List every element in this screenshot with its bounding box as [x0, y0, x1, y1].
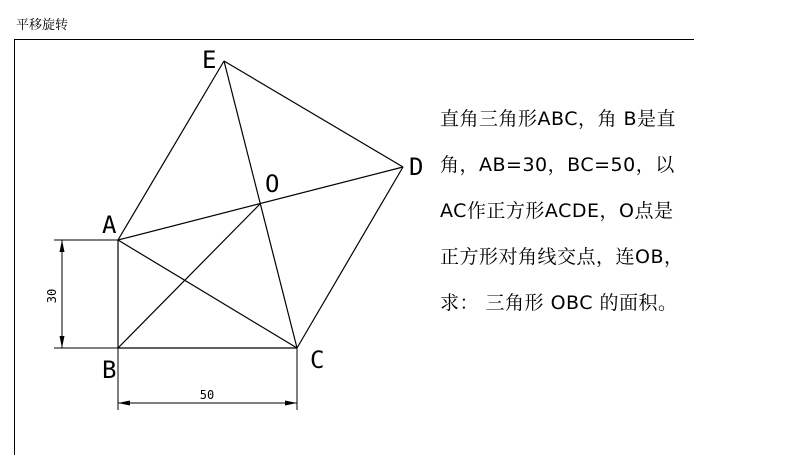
problem-text [440, 96, 684, 326]
label-E: E [202, 46, 217, 74]
label-C: C [310, 346, 325, 374]
label-A: A [102, 211, 117, 239]
edge-AE [118, 61, 224, 240]
problem-line: 求： 三角形 OBC 的面积。 [440, 292, 678, 314]
page-title: 平移旋转 [16, 18, 69, 33]
label-O: O [265, 170, 280, 198]
problem-line: 直角三角形ABC，角 B是直 [440, 108, 677, 130]
edge-ED [224, 61, 403, 167]
problem-line: 角，AB=30，BC=50，以 [440, 154, 675, 176]
label-D: D [409, 153, 424, 181]
segment-OB [118, 204, 260, 348]
dim-label-vertical: 30 [45, 288, 59, 304]
dim-arrow-up [60, 240, 65, 252]
dim-arrow-right [285, 401, 297, 406]
label-B: B [102, 356, 117, 384]
problem-line: 正方形对角线交点，连OB， [440, 246, 684, 268]
edge-DC [297, 167, 403, 348]
dim-arrow-left [118, 401, 130, 406]
dim-label-horizontal: 50 [199, 388, 215, 402]
edge-AC [118, 240, 297, 348]
diagonal-EC [224, 61, 297, 348]
problem-line: AC作正方形ACDE，O点是 [440, 200, 674, 222]
dim-arrow-down [60, 336, 65, 348]
